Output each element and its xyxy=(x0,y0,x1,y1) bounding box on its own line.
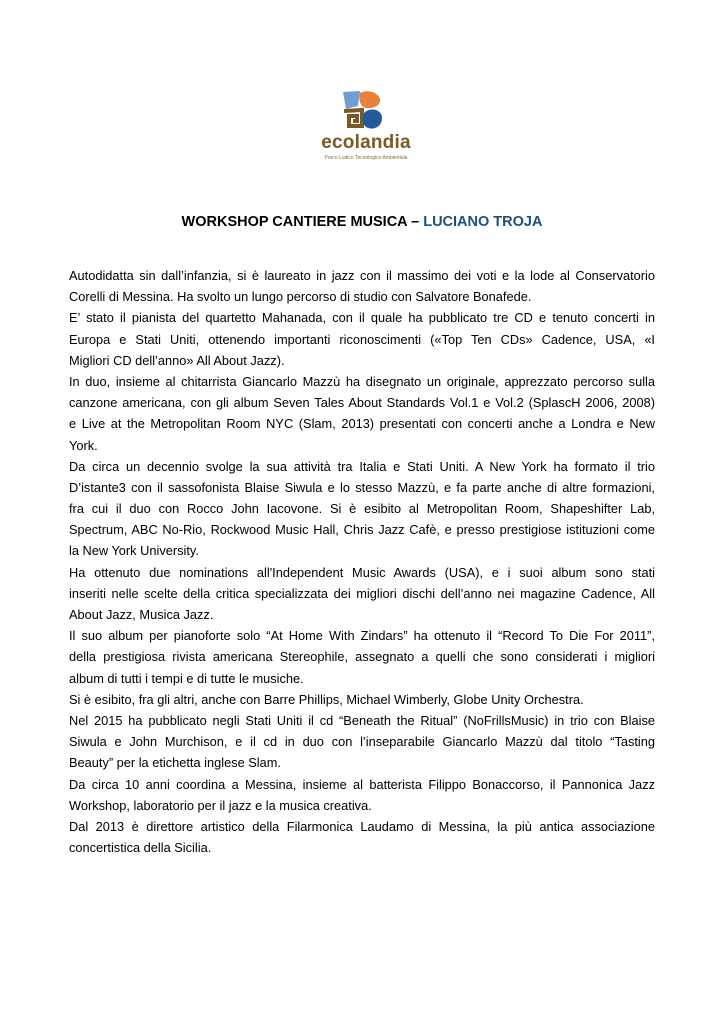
text-line: York. xyxy=(69,437,98,453)
text-line: Da circa 10 anni coordina a Messina, insieme al batterista Filippo Bonaccorso, il Pannonica Jazz xyxy=(69,776,655,792)
text-line: Workshop, laboratorio per il jazz e la musica creativa. xyxy=(69,797,372,813)
page-title xyxy=(0,213,724,231)
text-line: Da circa un decennio svolge la sua attività tra Italia e Stati Uniti. A New York ha formato il trio xyxy=(69,458,655,474)
text-line: Siwula e John Murchison, e il cd in duo con l’inseparabile Giancarlo Mazzù dal titolo “Tasting xyxy=(69,734,655,750)
biography-text xyxy=(69,265,655,858)
text-line: D’istante3 con il sassofonista Blaise Siwula e lo stesso Mazzù, e fa parte anche di altre formazioni, xyxy=(69,479,655,495)
text-line: Spectrum, ABC No-Rio, Rockwood Music Hall, Chris Jazz Cafè, e presso prestigiose istituzioni come xyxy=(69,522,655,538)
logo-blue-light-shape xyxy=(343,91,360,109)
ecolandia-logo-mark-icon xyxy=(340,90,384,132)
text-line: concertistica della Sicilia. xyxy=(69,840,212,856)
text-line: e Live at the Metropolitan Room NYC (Slam, 2013) presentati con concerti anche a Londra e New xyxy=(69,416,655,432)
text-line: canzone americana, con gli album Seven Tales About Standards Vol.1 e Vol.2 (SplascH 2006, 2008) xyxy=(69,395,655,411)
title-prefix: WORKSHOP CANTIERE MUSICA – xyxy=(181,214,424,230)
text-line: Corelli di Messina. Ha svolto un lungo percorso di studio con Salvatore Bonafede. xyxy=(69,289,532,305)
logo-blue-dark-shape xyxy=(362,110,382,129)
title-name: LUCIANO TROJA xyxy=(423,214,543,230)
logo-brown-spiral xyxy=(344,110,362,126)
text-line: E’ stato il pianista del quartetto Mahanada, con il quale ha pubblicato tre CD e tenuto concerti in xyxy=(69,310,655,326)
text-line: About Jazz, Musica Jazz. xyxy=(69,607,214,622)
text-line: la New York University. xyxy=(69,543,199,559)
text-line: Il suo album per pianoforte solo “At Home With Zindars” ha ottenuto il “Record To Die For 2011”, xyxy=(69,628,655,644)
text-line: Nel 2015 ha pubblicato negli Stati Uniti il cd “Beneath the Ritual” (NoFrillsMusic) in trio con Blaise xyxy=(69,712,655,728)
logo-wordmark: ecolandia xyxy=(321,132,411,153)
logo-orange-shape xyxy=(359,91,380,108)
text-line: Europa e Stati Uniti, ottenendo importanti riconoscimenti («Top Ten CDs» Cadence, USA, «I xyxy=(69,331,655,347)
text-line: Ha ottenuto due nominations all'Independent Music Awards (USA), e i suoi album sono stati xyxy=(69,564,655,580)
logo-tagline: Parco Ludico Tecnologico Ambientale xyxy=(324,155,408,161)
text-line: album di tutti i tempi e di tutte le musiche. xyxy=(69,670,304,686)
text-line: Migliori CD dell’anno» All About Jazz). xyxy=(69,352,285,368)
text-line: In duo, insieme al chitarrista Giancarlo Mazzù ha disegnato un originale, apprezzato percorso sulla xyxy=(69,373,655,389)
text-line: della prestigiosa rivista americana Stereophile, assegnato a quelli che sono considerati i migliori xyxy=(69,649,655,665)
text-line: Autodidatta sin dall’infanzia, si è laureato in jazz con il massimo dei voti e la lode al Conservatorio xyxy=(69,268,655,283)
ecolandia-logo xyxy=(318,88,414,172)
text-line: inseriti nelle scelte della critica specializzata dei migliori dischi dell’anno nei magazine Cadence, All xyxy=(69,585,655,601)
text-line: Si è esibito, fra gli altri, anche con Barre Phillips, Michael Wimberly, Globe Unity Orchestra. xyxy=(69,691,584,707)
text-line: Beauty” per la etichetta inglese Slam. xyxy=(69,755,281,771)
text-line: fra cui il duo con Rocco John Iacovone. Si è esibito al Metropolitan Room, Shapeshifter Lab, xyxy=(69,501,655,517)
text-line: Dal 2013 è direttore artistico della Filarmonica Laudamo di Messina, la più antica associazione xyxy=(69,818,655,834)
